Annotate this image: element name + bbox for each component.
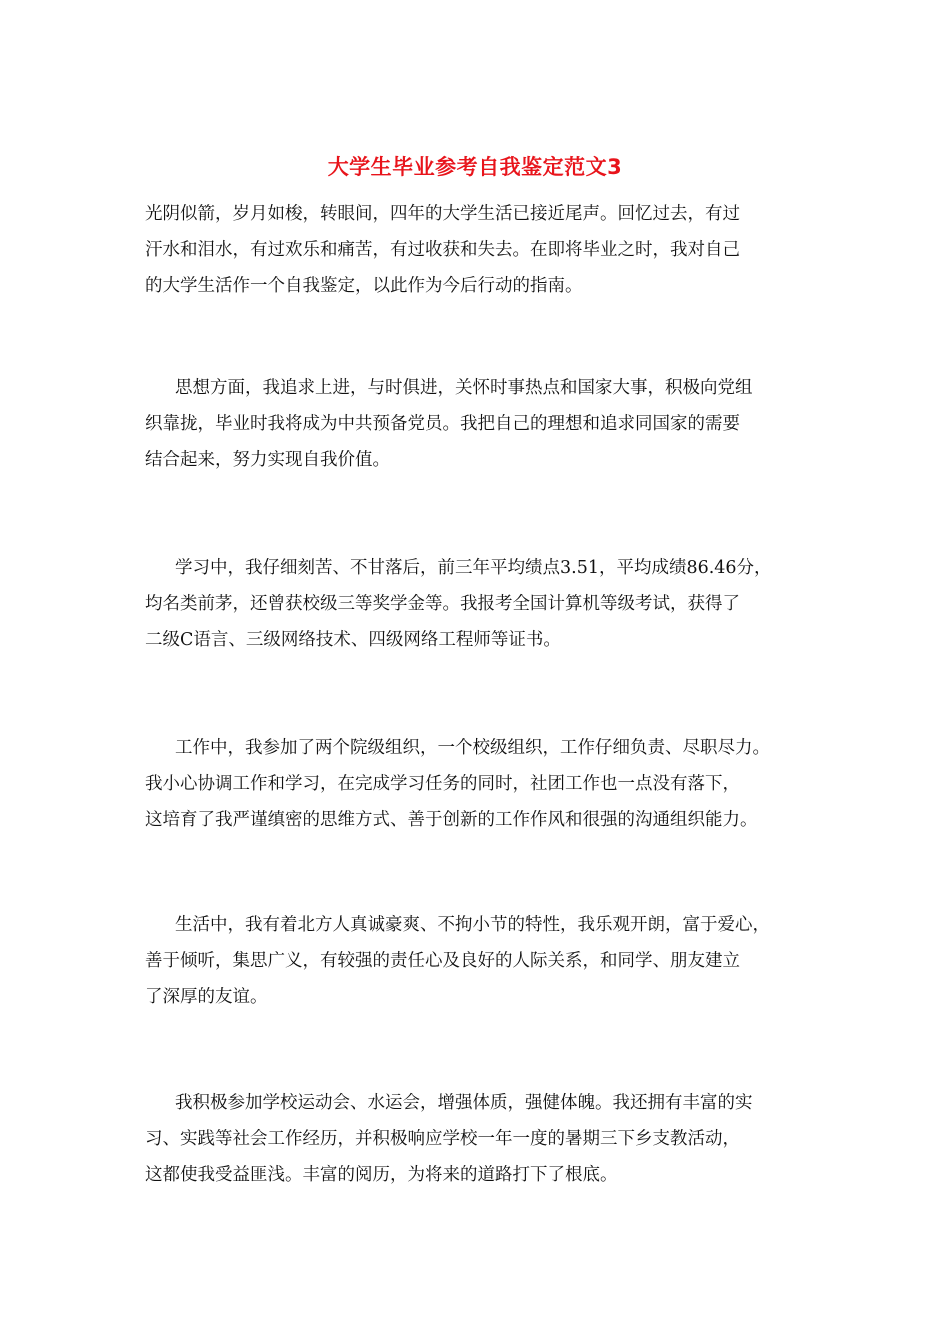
paragraph-line: 思想方面，我追求上进，与时俱进，关怀时事热点和国家大事，积极向党组 (175, 378, 753, 398)
paragraph-line: 结合起来，努力实现自我价值。 (145, 450, 390, 470)
paragraph-line: 织靠拢，毕业时我将成为中共预备党员。我把自己的理想和追求同国家的需要 (145, 414, 740, 434)
paragraph-line: 这培育了我严谨缜密的思维方式、善于创新的工作作风和很强的沟通组织能力。 (145, 810, 758, 830)
paragraph-activities (145, 1085, 815, 1193)
paragraph-study (145, 550, 815, 658)
paragraph-line: 工作中，我参加了两个院级组织，一个校级组织，工作仔细负责、尽职尽力。 (175, 738, 770, 758)
paragraph-ideology (145, 370, 815, 478)
paragraph-line: 我积极参加学校运动会、水运会，增强体质，强健体魄。我还拥有丰富的实 (175, 1093, 753, 1113)
paragraph-life (145, 907, 815, 1015)
paragraph-line: 这都使我受益匪浅。丰富的阅历，为将来的道路打下了根底。 (145, 1165, 618, 1185)
paragraph-work (145, 730, 815, 838)
paragraph-intro (145, 196, 815, 304)
paragraph-line: 学习中，我仔细刻苦、不甘落后，前三年平均绩点3.51，平均成绩86.46分， (175, 558, 772, 578)
paragraph-line: 了深厚的友谊。 (145, 987, 268, 1007)
paragraph-line: 我小心协调工作和学习，在完成学习任务的同时，社团工作也一点没有落下， (145, 774, 740, 794)
document-title: 大学生毕业参考自我鉴定范文3 (327, 155, 623, 179)
paragraph-line: 二级C语言、三级网络技术、四级网络工程师等证书。 (145, 630, 561, 650)
paragraph-line: 善于倾听，集思广义，有较强的责任心及良好的人际关系，和同学、朋友建立 (145, 951, 740, 971)
paragraph-line: 的大学生活作一个自我鉴定，以此作为今后行动的指南。 (145, 276, 583, 296)
paragraph-line: 光阴似箭，岁月如梭，转眼间，四年的大学生活已接近尾声。回忆过去，有过 (145, 204, 740, 224)
paragraph-line: 汗水和泪水，有过欢乐和痛苦，有过收获和失去。在即将毕业之时，我对自己 (145, 240, 740, 260)
paragraph-line: 均名类前茅，还曾获校级三等奖学金等。我报考全国计算机等级考试，获得了 (145, 594, 740, 614)
paragraph-line: 生活中，我有着北方人真诚豪爽、不拘小节的特性，我乐观开朗，富于爱心， (175, 915, 770, 935)
paragraph-line: 习、实践等社会工作经历，并积极响应学校一年一度的暑期三下乡支教活动， (145, 1129, 740, 1149)
